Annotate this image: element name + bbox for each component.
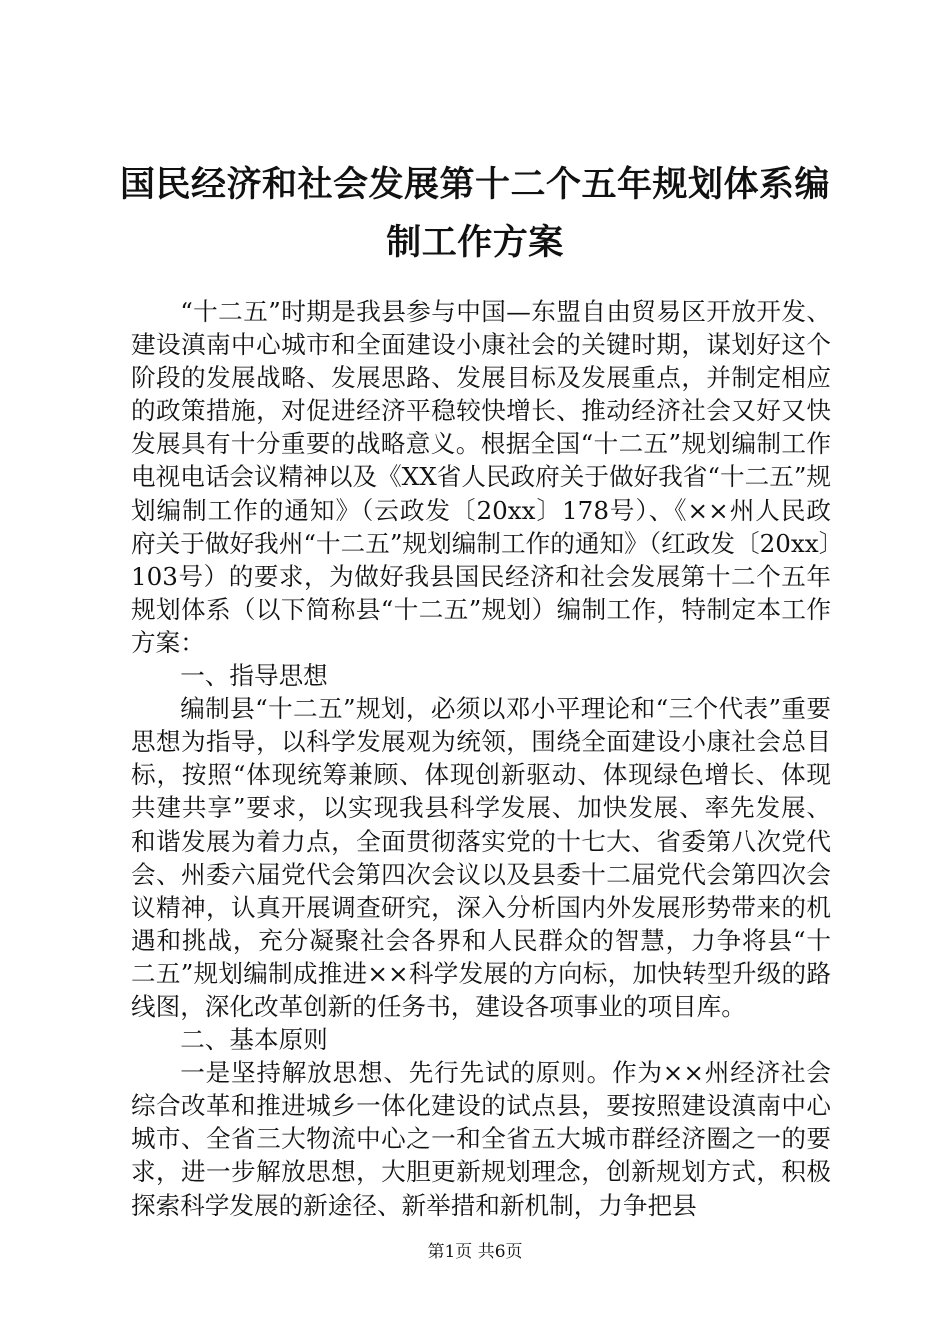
document-title: [90, 156, 860, 272]
title-line-2: 制工作方案: [386, 223, 564, 263]
paragraph-guiding-ideology: 编制县“十二五”规划，必须以邓小平理论和“三个代表”重要思想为指导，以科学发展观为统领，围绕全面建设小康社会总目标，按照“体现统筹兼顾、体现创新驱动、体现绿色增长、体现共建共享”要求，以实现我县科学发展、加快发展、率先发展、和谐发展为着力点，全面贯彻落实党的十七大、省委第八次党代会、州委六届党代会第四次会议以及县委十二届党代会第四次会议精神，认真开展调查研究，深入分析国内外发展形势带来的机遇和挑战，充分凝聚社会各界和人民群众的智慧，力争将县“十二五”规划编制成推进××科学发展的方向标，加快转型升级的路线图，深化改革创新的任务书，建设各项事业的项目库。: [131, 694, 831, 1021]
paragraph-principle-one: 一是坚持解放思想、先行先试的原则。作为××州经济社会综合改革和推进城乡一体化建设的试点县，要按照建设滇南中心城市、全省三大物流中心之一和全省五大城市群经济圈之一的要求，进一步解放思想，大胆更新规划理念，创新规划方式，积极探索科学发展的新途径、新举措和新机制，力争把县: [131, 1058, 831, 1220]
section-heading-guiding-ideology: 一、指导思想: [180, 661, 328, 691]
page-footer: 第1页 共6页: [427, 1242, 523, 1262]
document-body: [131, 295, 831, 1222]
section-heading-basic-principles: 二、基本原则: [180, 1025, 328, 1055]
paragraph-intro: “十二五”时期是我县参与中国—东盟自由贸易区开放开发、建设滇南中心城市和全面建设小康社会的关键时期，谋划好这个阶段的发展战略、发展思路、发展目标及发展重点，并制定相应的政策措施，对促进经济平稳较快增长、推动经济社会又好又快发展具有十分重要的战略意义。根据全国“十二五”规划编制工作电视电话会议精神以及《XX省人民政府关于做好我省“十二五”规划编制工作的通知》（云政发〔20xx〕178号）、《××州人民政府关于做好我州“十二五”规划编制工作的通知》（红政发〔20xx〕103号）的要求，为做好我县国民经济和社会发展第十二个五年规划体系（以下简称县“十二五”规划）编制工作，特制定本工作方案：: [131, 297, 831, 657]
title-line-1: 国民经济和社会发展第十二个五年规划体系编: [119, 165, 830, 205]
